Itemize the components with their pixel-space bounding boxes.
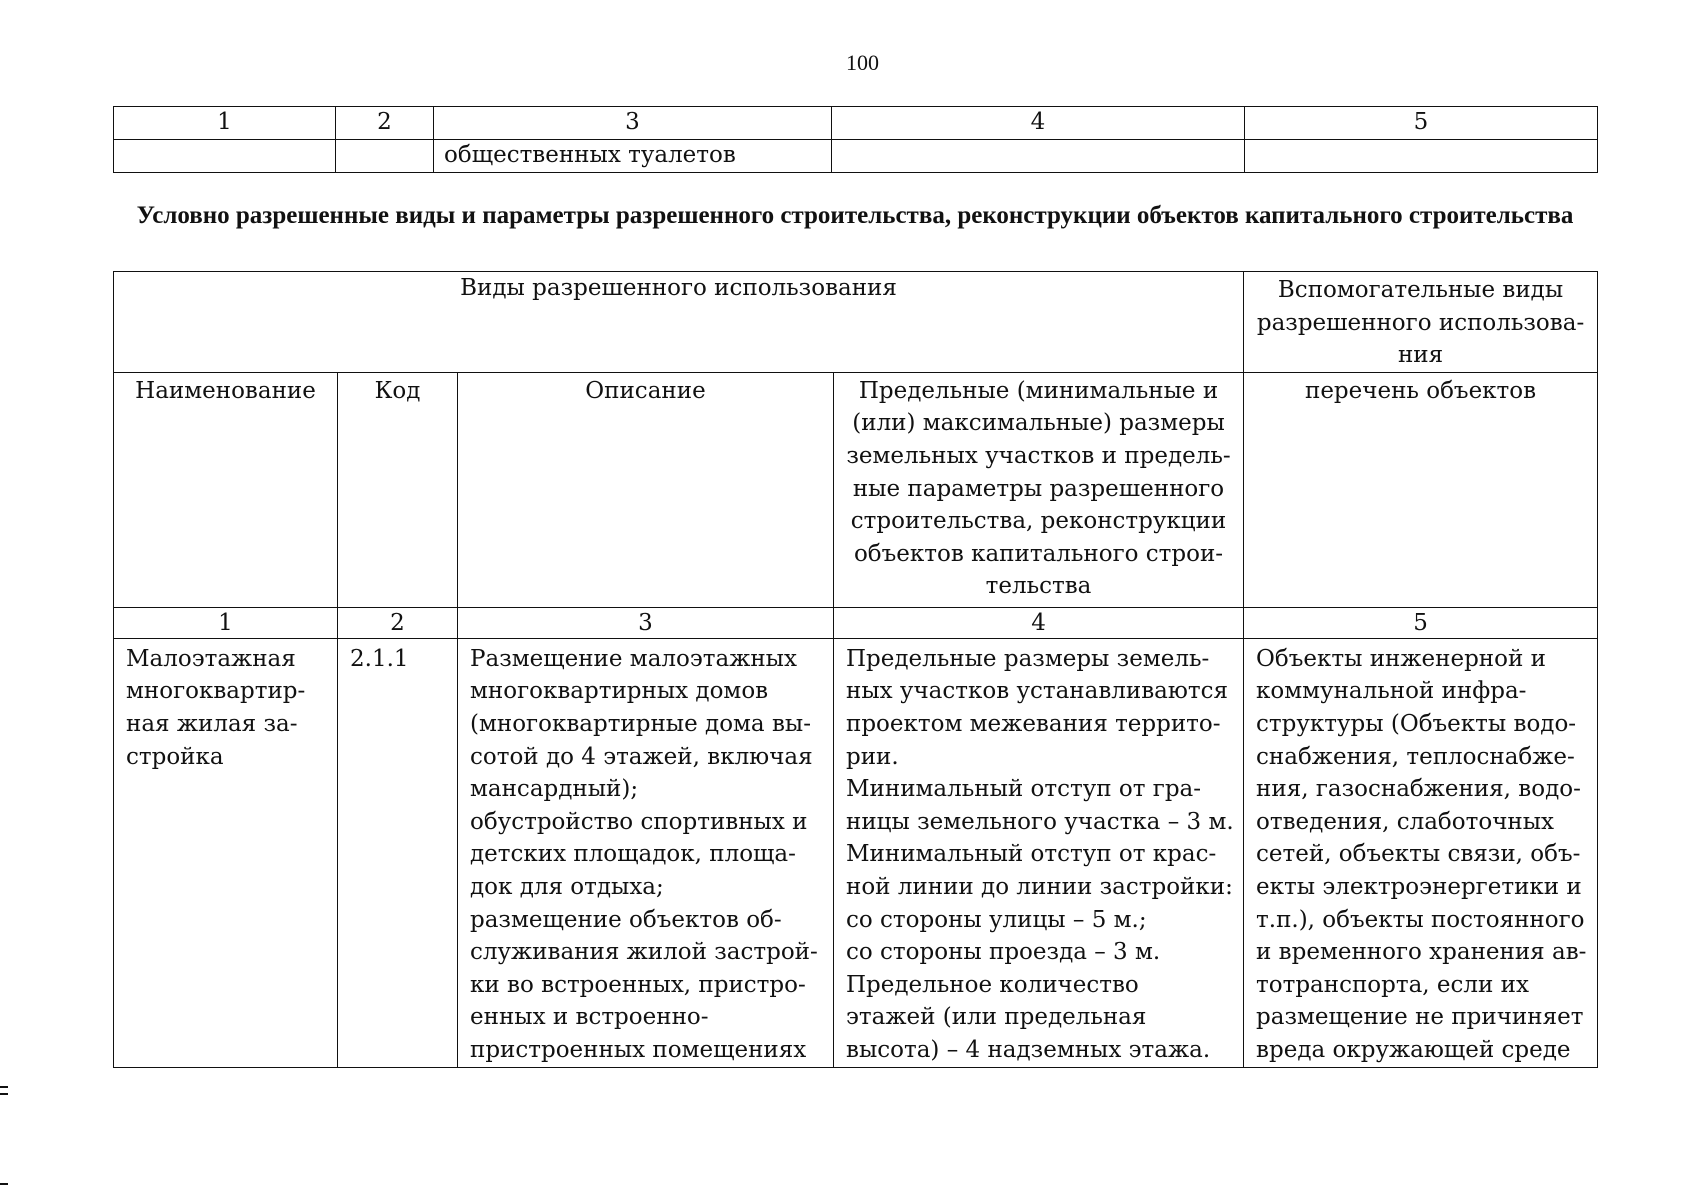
table-cell — [1245, 140, 1598, 173]
continuation-table — [113, 106, 1598, 173]
description-line: Размещение малоэтажных многоквартирных домов (многоквартирные дома вы-сотой до 4 этажей, включая мансардный); — [470, 645, 813, 803]
table-cell — [832, 140, 1245, 173]
use-name: Малоэтажная многоквартир-ная жилая за-стройка — [114, 638, 338, 1067]
limit-line: со стороны проезда – 3 м. — [846, 939, 1161, 966]
group-header-row — [114, 272, 1598, 373]
column-header: Наименование — [114, 372, 338, 607]
column-number: 5 — [1245, 107, 1598, 140]
scan-mark — [0, 1093, 8, 1095]
scan-mark — [0, 1086, 8, 1088]
auxiliary-objects: Объекты инженерной и коммунальной инфра-структуры (Объекты водо-снабжения, теплоснабже-ния, газоснабжения, водо-отведения, слаботочных сетей, объекты связи, объ-екты электроэнергетики и т.п.), объекты постоянного и временного хранения ав-тотранспорта, если их размещение не причиняет вреда окружающей среде — [1244, 638, 1598, 1067]
column-number: 4 — [832, 107, 1245, 140]
use-code: 2.1.1 — [338, 638, 458, 1067]
aux-header: Вспомогательные виды разрешенного использова-ния — [1244, 272, 1598, 373]
column-number: 3 — [458, 607, 834, 638]
table-row — [114, 638, 1598, 1067]
column-number: 1 — [114, 607, 338, 638]
section-title: Условно разрешенные виды и параметры разрешенного строительства, реконструкции объектов капитального строительства — [136, 202, 1574, 229]
column-number: 4 — [834, 607, 1244, 638]
zoning-table — [113, 271, 1598, 1068]
description-line: размещение объектов об-служивания жилой застрой-ки во встроенных, пристро-енных и встроенно-пристроенных помещениях — [470, 906, 818, 1063]
group-header: Виды разрешенного использования — [114, 272, 1244, 373]
table-cell — [336, 140, 434, 173]
column-number: 3 — [434, 107, 832, 140]
table-cell — [114, 140, 336, 173]
limit-line: Минимальный отступ от гра-ницы земельного участка – 3 м. — [846, 776, 1234, 835]
column-number: 2 — [336, 107, 434, 140]
description-line: обустройство спортивных и детских площадок, площа-док для отдыха; — [470, 808, 808, 900]
limit-line: Предельные размеры земель-ных участков устанавливаются проектом межевания террито-рии. — [846, 645, 1229, 770]
column-header: Описание — [458, 372, 834, 607]
column-number-row — [114, 607, 1598, 638]
column-header-row — [114, 372, 1598, 607]
column-header: перечень объектов — [1244, 372, 1598, 607]
limit-line: со стороны улицы – 5 м.; — [846, 906, 1147, 933]
page-number: 100 — [846, 50, 879, 75]
table-cell: общественных туалетов — [434, 140, 832, 173]
column-header: Предельные (минимальные и (или) максимальные) размеры земельных участков и предель-ные параметры разрешенного строительства, реконструкции объектов капитального строи-тельства — [834, 372, 1244, 607]
column-header: Код — [338, 372, 458, 607]
column-number: 2 — [338, 607, 458, 638]
limit-line: Минимальный отступ от крас-ной линии до линии застройки: — [846, 841, 1233, 900]
limit-line: Предельное количество этажей (или предельная высота) – 4 надземных этажа. — [846, 971, 1211, 1063]
table-row — [114, 140, 1598, 173]
column-number: 5 — [1244, 607, 1598, 638]
use-description — [458, 638, 834, 1067]
scan-mark — [0, 1183, 8, 1185]
use-limits — [834, 638, 1244, 1067]
column-number: 1 — [114, 107, 336, 140]
column-number-row — [114, 107, 1598, 140]
